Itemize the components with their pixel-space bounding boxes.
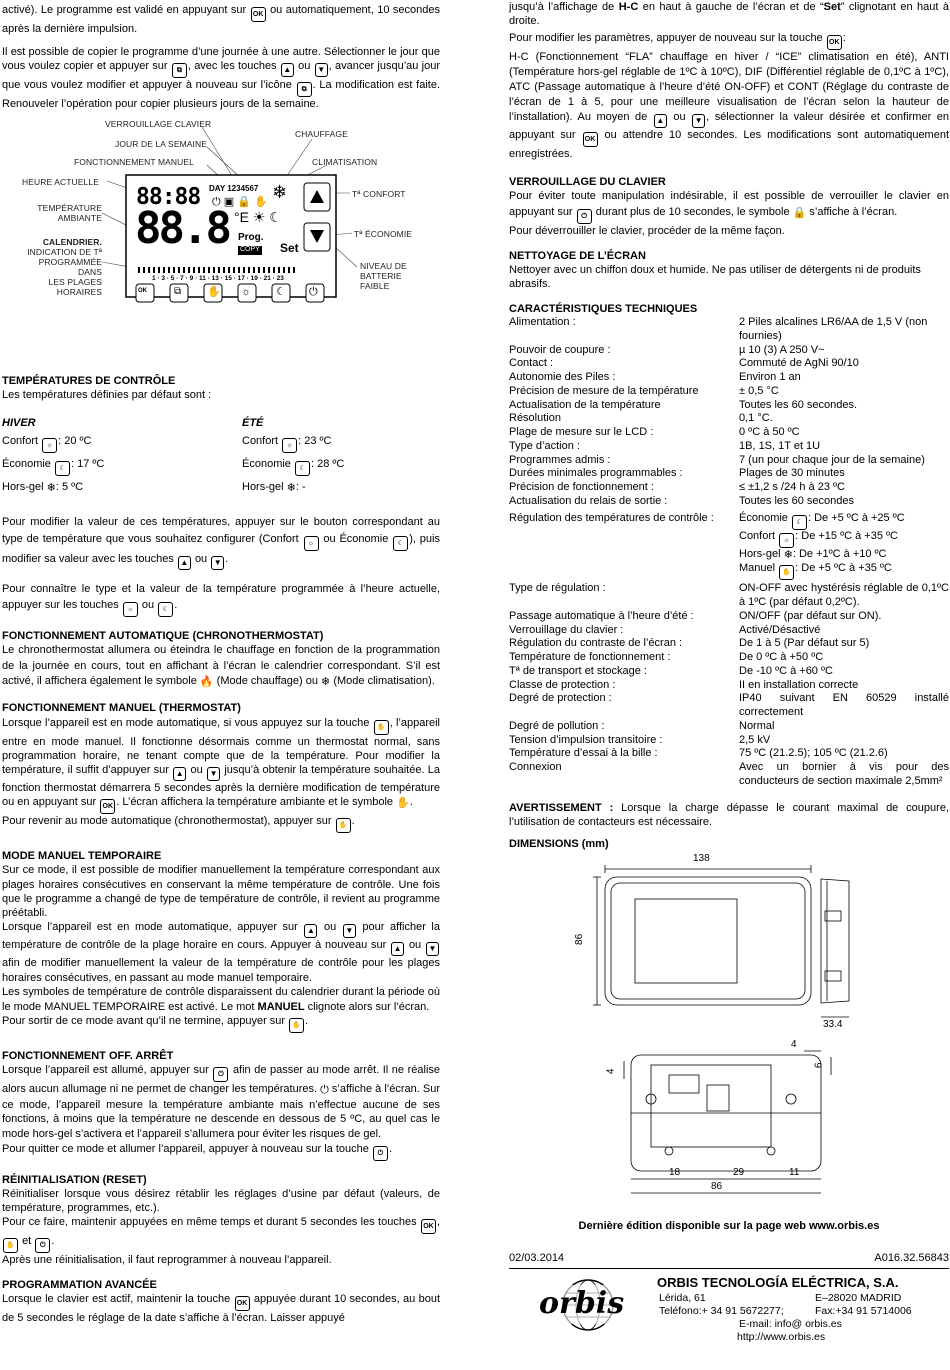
up-key-icon: ▲ xyxy=(173,767,186,781)
hand-key-icon: ✋ xyxy=(3,1238,18,1253)
off-paragraph: Lorsque l’appareil est allumé, appuyer sur ⏻ afin de passer au mode arrêt. Il ne réalise alors aucun allumage ni ne permet de changer les températures. ⏻ s’affiche à l’écran. Sur ce mode, l’appareil mesure la température ambiante mais n’effectue aucune de ses fonctions, à moins que la température ne descende en dessous de 5 ºC, au quel cas le mode hors-gel s’activera et l’appareil s’allumera pour éviter les risques de gel. xyxy=(2,1063,441,1141)
dimensions-title: DIMENSIONS (mm) xyxy=(509,837,609,850)
dim-29: 29 xyxy=(733,1166,745,1178)
auto-paragraph: Le chronothermostat allumera ou éteindra le chauffage en fonction de la programmation de la journée en cours, tout en affichant à l’écran le calendrier correspondant. S’il est activé, il affichera également le symbole 🔥 (Mode chauffage) ou ❄ (Mode climatisation). xyxy=(2,643,440,692)
lcd-temperature: 88.8 xyxy=(135,203,229,255)
temporary-paragraph-1: Sur ce mode, il est possible de modifier manuellement la température correspondant aux plages horaires consécutives en conservant la même température de contrôle. Une fois que le programme a changé de type de température de contrôle, il revient au programme préétabli. xyxy=(2,864,440,919)
unlock-paragraph: Pour déverrouiller le clavier, procéder de la même façon. xyxy=(509,224,785,237)
lcd-sun-icon: °E ☀ ☾ xyxy=(234,209,282,226)
label-verrouillage: VERROUILLAGE CLAVIER xyxy=(105,119,212,130)
snowflake-icon: ❄ xyxy=(286,482,296,495)
lcd-hand-button-icon: ✋ xyxy=(207,286,221,299)
off-title: FONCTIONNEMENT OFF. ARRÊT xyxy=(2,1049,174,1062)
company-block xyxy=(509,1275,949,1345)
snowflake-icon: ❄ xyxy=(321,676,331,689)
prog-ok-key-icon: OK xyxy=(827,35,842,50)
lock-icon: 🔒 xyxy=(792,206,807,219)
down-key-icon: ▼ xyxy=(315,63,328,77)
web-note: Dernière édition disponible sur la page web www.orbis.es xyxy=(578,1219,880,1232)
down-key-icon: ▼ xyxy=(343,924,356,938)
moon-key-icon: ☾ xyxy=(792,515,807,530)
dim-depth: 33.4 xyxy=(823,1018,843,1030)
advanced-paragraph: Lorsque le clavier est actif, maintenir la touche OK appuyée durant 10 secondes, au bout de 5 secondes le réglage de la date s’affiche à l’écran. Laisser appuyé xyxy=(2,1293,440,1325)
prog-ok-key-icon: OK xyxy=(421,1219,436,1234)
orbis-logo-text: orbis xyxy=(539,1285,624,1323)
prog-ok-key-icon: OK xyxy=(251,7,266,22)
hand-key-icon: ✋ xyxy=(374,720,389,735)
continued-paragraph: jusqu’à l’affichage de H-C en haut à gauche de l’écran et de “Set” clignotant en haut à droite. xyxy=(509,1,950,28)
dim-11: 11 xyxy=(789,1166,800,1178)
sun-key-icon: ☼ xyxy=(42,438,57,453)
lcd-hours: 1 · 3 · 5 · 7 · 9 · 11 · 13 · 15 · 17 · 19 · 21 · 23 xyxy=(152,275,284,283)
temporary-paragraph-3: Les symboles de température de contrôle disparaissent du calendrier durant la période où le mode MANUEL TEMPORAIRE est activé. Le mot MANUEL clignote alors sur l’écran. xyxy=(2,986,440,1013)
prog-ok-key-icon: OK xyxy=(235,1296,250,1311)
label-confort: Tª CONFORT xyxy=(352,189,406,200)
regulation-values: Économie ☾ : De +5 ºC à +25 ºC Confort ☼ : De +15 ºC à +35 ºC Hors-gel ❄: De +1ºC à +10 ºC Manuel ✋ : De +5 ºC à +35 ºC xyxy=(739,512,949,581)
temporary-paragraph-2: Lorsque l’appareil est en mode automatique, appuyer sur ▲ ou ▼ pour afficher la température de contrôle de la plage horaire en cours. Appuyer à nouveau sur ▲ ou ▼ afin de modifier manuellement la valeur de la température de contrôle pour les plages horaires consécutives, en passant au mode manuel temporaire. xyxy=(2,920,440,984)
label-batterie: NIVEAU DE BATTERIE FAIBLE xyxy=(360,261,407,292)
ete-heading: ÉTÉ xyxy=(242,417,264,430)
lcd-sun-button-icon: ☼ xyxy=(241,286,252,299)
doc-date: 02/03.2014 xyxy=(509,1252,565,1265)
label-clim: CLIMATISATION xyxy=(312,157,378,168)
hiver-horsgel: Hors-gel ❄: 5 ºC xyxy=(2,481,84,495)
label-calendrier: CALENDRIER. INDICATION DE Tª PROGRAMMÉE DANS LES PLAGES HORAIRES xyxy=(27,237,102,298)
hand-icon: ✋ xyxy=(396,797,410,810)
dim-left-4: 4 xyxy=(605,1068,617,1075)
ete-horsgel: Hors-gel ❄: - xyxy=(242,481,306,495)
hiver-heading: HIVER xyxy=(2,417,36,430)
sun-key-icon: ☼ xyxy=(282,438,297,453)
power-icon: ⏻ xyxy=(320,1083,329,1096)
lock-paragraph: Pour éviter toute manipulation indésirable, il est possible de verrouiller le clavier en appuyant sur ⏻ durant plus de 10 secondes, le symbole 🔒 s’affiche à l’écran. xyxy=(509,189,949,223)
temporary-title: MODE MANUEL TEMPORAIRE xyxy=(2,850,162,863)
doc-footer xyxy=(509,1251,949,1265)
clean-paragraph: Nettoyer avec un chiffon doux et humide. Ne pas utiliser de détergents ni de produits abrasifs. xyxy=(509,264,921,291)
lcd-snowflake-icon: ❄ xyxy=(272,182,288,203)
dim-width: 138 xyxy=(693,852,710,864)
know-paragraph: Pour connaître le type et la valeur de la température programmée à l’heure actuelle, appuyer sur les touches ☼ ou ☾ . xyxy=(2,582,440,617)
lcd-prog: Prog. xyxy=(238,232,264,244)
down-key-icon: ▼ xyxy=(207,767,220,781)
ete-eco: Économie ☾ : 28 ºC xyxy=(242,457,440,476)
sun-key-icon: ☼ xyxy=(304,536,319,551)
label-jour: JOUR DE LA SEMAINE xyxy=(115,139,208,150)
lcd-prog-button-icon: OK xyxy=(138,288,147,295)
manual-title: FONCTIONNEMENT MANUEL (THERMOSTAT) xyxy=(2,702,241,715)
flame-icon: 🔥 xyxy=(199,676,214,689)
power-key-icon: ⏻ xyxy=(577,209,592,224)
moon-key-icon: ☾ xyxy=(158,602,173,617)
dim-top-4: 4 xyxy=(791,1038,797,1050)
spec-table: Alimentation : 2 Piles alcalines LR6/AA de 1,5 V (non fournies) Pouvoir de coupure : µ 10 (3) A 250 V~ Contact : Commuté de AgNi 90/10 Autonomie des Piles : Environ 1 an Précision de mesure de la température ± 0,5 °C Actualisation de la température Toutes les 60 secondes. Résolution 0,1 °C. Plage de mesure sur le LCD : 0 ºC à 50 ºC Type d’action : 1B, 1S, 1T et 1U Programmes admis : 7 (un pour chaque jour de la semaine) Durées minimales programmables : Plages de 30 minutes Précision de fonctionnement : ≤ ±1,2 s /24 h à 23 ºC Actualisation du relais de sortie : Toutes les 60 secondes Régulation des températures de contrôle : Économie ☾ : De +5 ºC à +25 ºC Confort ☼ : De +15 ºC à +35 ºC Hors-gel ❄: De +1ºC à +10 ºC Manuel ✋ : De +5 ºC à +35 ºC Type de régulation : ON-OFF avec hystérésis réglable de 0,1ºC à 1ºC (par défaut 0,2ºC). Passage automatique à l’heure d’été : ON/OFF (par défaut sur ON). Verrouillage du clavier : Activé/Désactivé Régulation du contraste de l’écran : De 1 à 5 (Par défaut sur 5) Température de fonctionnement : De 0 ºC à +50 ºC Tª de transport et stockage : De -10 ºC à +60 ºC Classe de protection : II en installation correcte Degré de protection : IP40 suivant EN 60529 installé correctement Degré de pollution : Normal Tension d’impulsion transitoire : 2,5 kV Température d’essai à la bille : 75 ºC (21.2.5); 105 ºC (21.2.6) Connexion Avec un bornier à vis pour des conducteurs de section maximale 2,5mm² xyxy=(509,316,949,787)
up-key-icon: ▲ xyxy=(654,114,667,128)
company-street: Lérida, 61 xyxy=(659,1292,706,1305)
default-temps xyxy=(2,416,440,495)
reset-paragraph-1: Réinitialiser lorsque vous désirez rétablir les réglages d’usine par défaut (valeurs, de température, programmes, etc.). xyxy=(2,1188,440,1215)
down-key-icon: ▼ xyxy=(692,114,705,128)
doc-ref: A016.32.56843 xyxy=(874,1252,949,1265)
reset-title: RÉINITIALISATION (RESET) xyxy=(2,1174,147,1187)
moon-key-icon: ☾ xyxy=(393,536,408,551)
reset-paragraph-3: Après une réinitialisation, il faut reprogrammer à nouveau l’appareil. xyxy=(2,1254,332,1267)
label-manuel: FONCTIONNEMENT MANUEL xyxy=(74,157,195,168)
up-key-icon: ▲ xyxy=(391,942,404,956)
lcd-status-icons: ⏻ ▣ 🔒 ✋ xyxy=(212,196,268,209)
copy-key-icon: ⧉ xyxy=(297,82,312,97)
hiver-confort: Confort ☼ : 20 ºC xyxy=(2,434,242,453)
power-key-icon: ⏻ xyxy=(35,1238,50,1253)
dimensions-drawing xyxy=(509,851,949,1221)
temps-title: TEMPÉRATURES DE CONTRÔLE xyxy=(2,375,176,388)
hand-key-icon: ✋ xyxy=(336,818,351,833)
temps-intro: Les températures définies par défaut sont : xyxy=(2,389,212,402)
dim-18: 18 xyxy=(669,1166,681,1178)
auto-title: FONCTIONNEMENT AUTOMATIQUE (CHRONOTHERMOSTAT) xyxy=(2,629,324,642)
prog-ok-key-icon: OK xyxy=(583,132,598,147)
company-name: ORBIS TECNOLOGÍA ELÉCTRICA, S.A. xyxy=(657,1275,899,1291)
lcd-copy: COPY xyxy=(240,246,260,254)
copy-key-icon: ⧉ xyxy=(172,63,187,78)
up-key-icon: ▲ xyxy=(304,924,317,938)
up-key-icon: ▲ xyxy=(178,556,191,570)
left-column xyxy=(2,0,440,1326)
manual-return: Pour revenir au mode automatique (chronothermostat), appuyer sur ✋ . xyxy=(2,814,440,833)
lcd-moon-button-icon: ☾ xyxy=(276,286,286,299)
advanced-title: PROGRAMMATION AVANCÉE xyxy=(2,1279,157,1292)
manual-paragraph: Lorsque l’appareil est en mode automatique, si vous appuyez sur la touche ✋ , l’appareil entre en mode manuel. Il fonctionne désormais comme un thermostat normal, sans programmation horaire, ne tenant compte que de la température. Pour modifier la température, il suffit d’appuyer sur ▲ ou ▼ jusqu’à obtenir la température souhaitée. La fonction thermostat démarrera 5 secondes après la dernière modification de température ou en appuyant sur OK . L’écran affichera la température ambiante et le symbole ✋. xyxy=(2,716,440,815)
power-key-icon: ⏻ xyxy=(213,1067,228,1082)
label-chauffage: CHAUFFAGE xyxy=(295,129,348,140)
snowflake-icon: ❄ xyxy=(783,548,793,561)
lcd-set: Set xyxy=(280,241,299,256)
hand-key-icon: ✋ xyxy=(779,565,794,580)
hand-key-icon: ✋ xyxy=(289,1018,304,1033)
company-email: E-mail: info@ orbis.es xyxy=(739,1318,842,1331)
dim-bottom-86: 86 xyxy=(711,1180,723,1192)
dim-right-6: 6 xyxy=(813,1062,825,1069)
params-detail: H-C (Fonctionnement “FLA” chauffage en hiver / “ICE” climatisation en été), ANTI (Température hors-gel réglable de 1ºC à 10ºC), DIF (Différentiel réglable de 0,1ºC à 1ºC), ATC (Passage automatique à l’heure d’été ON-OFF) et CONT (Réglage du contraste de l’écran de 1 à 5, pour une meilleure visualisation de l’écran selon la hauteur de l’installation). Au moyen de ▲ ou ▼ , sélectionner la valeur désirée et confirmer en appuyant sur OK ou attendre 10 secondes. Les modifications sont automatiquement enregistrées. xyxy=(509,51,950,160)
down-key-icon: ▼ xyxy=(211,556,224,570)
sun-key-icon: ☼ xyxy=(779,533,794,548)
lcd-diagram xyxy=(2,117,440,352)
temporary-exit: Pour sortir de ce mode avant qu’il ne termine, appuyer sur ✋ . xyxy=(2,1014,440,1033)
lock-title: VERROUILLAGE DU CLAVIER xyxy=(509,176,666,189)
lcd-day: DAY 1234567 xyxy=(209,184,259,194)
power-key-icon: ⏻ xyxy=(373,1146,388,1161)
down-key-icon: ▼ xyxy=(426,942,439,956)
lcd-clock: 88:88 xyxy=(136,184,201,211)
label-ambiante: TEMPÉRATURE AMBIANTE xyxy=(37,203,102,224)
device-drawing xyxy=(509,851,949,1221)
company-fax: Fax:+34 91 5714006 xyxy=(815,1305,912,1318)
ete-confort: Confort ☼ : 23 ºC xyxy=(242,434,440,453)
label-heure: HEURE ACTUELLE xyxy=(22,177,99,188)
reset-paragraph-2: Pour ce faire, maintenir appuyées en même temps et durant 5 secondes les touches OK ,✋ et ⏻ . xyxy=(2,1215,440,1253)
dim-height: 86 xyxy=(574,933,586,945)
moon-key-icon: ☾ xyxy=(55,461,70,476)
lcd-copy-button-icon: ⧉ xyxy=(174,286,182,298)
snowflake-icon: ❄ xyxy=(46,482,56,495)
sun-key-icon: ☼ xyxy=(123,602,138,617)
moon-key-icon: ☾ xyxy=(295,461,310,476)
modify-paragraph: Pour modifier la valeur de ces températures, appuyer sur le bouton correspondant au type de température que vous souhaitez configurer (Confort ☼ ou Économie ☾ ), puis modifier sa valeur avec les touches ▲ ou ▼ . xyxy=(2,514,440,570)
right-column xyxy=(509,0,949,1345)
label-eco: Tª ÉCONOMIE xyxy=(354,229,413,240)
intro-paragraph-1: activé). Le programme est validé en appuyant sur OK ou automatiquement, 10 secondes après la dernière impulsion. xyxy=(2,4,440,35)
company-tel: Teléfono:+ 34 91 5672277; xyxy=(659,1305,784,1318)
lcd-power-button-icon: ⏻ xyxy=(309,286,318,299)
intro-paragraph-2: Il est possible de copier le programme d’une journée à une autre. Sélectionner le jour que vous voulez copier et appuyer sur ⧉ , avec les touches ▲ ou ▼ , avancer jusqu’au jour que vous voulez modifier et appuyer à nouveau sur l’icône ⧉ . La modification est faite. Renouveler l’opération pour copier plusieurs jours de la semaine. xyxy=(2,46,441,111)
spec-title: CARACTÉRISTIQUES TECHNIQUES xyxy=(509,303,698,316)
clean-title: NETTOYAGE DE L’ÉCRAN xyxy=(509,249,646,262)
company-city: E–28020 MADRID xyxy=(815,1292,902,1305)
company-url: http://www.orbis.es xyxy=(737,1331,826,1344)
off-exit: Pour quitter ce mode et allumer l’appareil, appuyer à nouveau sur la touche ⏻ . xyxy=(2,1142,440,1161)
warning-paragraph: AVERTISSEMENT : Lorsque la charge dépasse le courant maximal de coupure, l’utilisation de contacteurs est nécessaire. xyxy=(509,801,949,828)
hiver-eco: Économie ☾ : 17 ºC xyxy=(2,457,242,476)
prog-ok-key-icon: OK xyxy=(100,799,115,814)
up-key-icon: ▲ xyxy=(281,63,294,77)
params-paragraph: Pour modifier les paramètres, appuyer de nouveau sur la touche OK : xyxy=(509,31,949,50)
